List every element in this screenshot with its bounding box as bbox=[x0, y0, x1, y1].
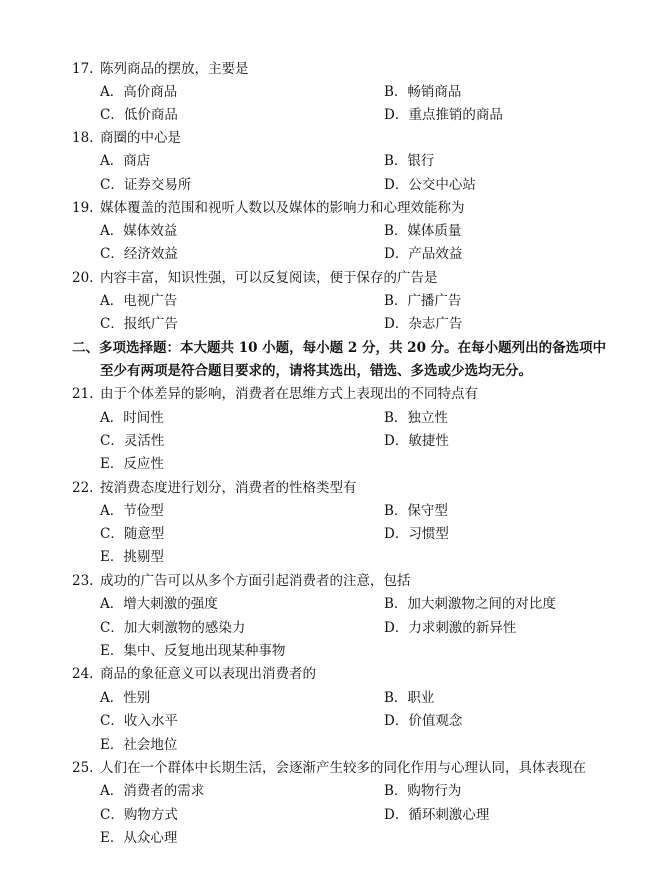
question-text: 商圈的中心是 bbox=[100, 130, 181, 146]
option-d: D．力求刺激的新异性 bbox=[384, 620, 517, 636]
question-text: 内容丰富，知识性强，可以反复阅读，便于保存的广告是 bbox=[100, 270, 438, 286]
option-a: A．节俭型 bbox=[100, 503, 164, 519]
question-text: 人们在一个群体中长期生活，会逐渐产生较多的同化作用与心理认同，具体表现在 bbox=[100, 760, 586, 776]
question-number: 25. bbox=[72, 760, 94, 776]
option-d: D．杂志广告 bbox=[384, 316, 463, 332]
option-c: C．灵活性 bbox=[100, 433, 165, 449]
option-e: E．集中、反复地出现某种事物 bbox=[100, 643, 286, 659]
option-b: B．媒体质量 bbox=[384, 223, 462, 239]
option-c: C．收入水平 bbox=[100, 713, 178, 729]
option-e: E．挑剔型 bbox=[100, 549, 164, 565]
option-a: A．消费者的需求 bbox=[100, 783, 205, 799]
question-text: 媒体覆盖的范围和视听人数以及媒体的影响力和心理效能称为 bbox=[100, 200, 465, 216]
option-a: A．性别 bbox=[100, 690, 151, 706]
option-b: B．广播广告 bbox=[384, 293, 462, 309]
question-number: 18. bbox=[72, 130, 94, 146]
option-d: D．循环刺激心理 bbox=[384, 807, 490, 823]
option-e: E．社会地位 bbox=[100, 737, 178, 753]
question-number: 20. bbox=[72, 270, 94, 286]
option-a: A．增大刺激的强度 bbox=[100, 596, 218, 612]
option-b: B．保守型 bbox=[384, 503, 448, 519]
question-text: 由于个体差异的影响，消费者在思维方式上表现出的不同特点有 bbox=[100, 386, 478, 402]
option-d: D．敏捷性 bbox=[384, 433, 449, 449]
option-c: C．加大刺激物的感染力 bbox=[100, 620, 246, 636]
option-d: D．价值观念 bbox=[384, 713, 463, 729]
option-b: B．银行 bbox=[384, 153, 435, 169]
option-c: C．购物方式 bbox=[100, 807, 178, 823]
question-number: 19. bbox=[72, 200, 94, 216]
option-e: E．反应性 bbox=[100, 456, 164, 472]
option-d: D．产品效益 bbox=[384, 246, 463, 262]
question-text: 按消费态度进行划分，消费者的性格类型有 bbox=[100, 480, 357, 496]
section-heading-line1: 二、多项选择题：本大题共 10 小题，每小题 2 分，共 20 分。在每小题列出的备选项中 bbox=[72, 340, 607, 356]
option-c: C．低价商品 bbox=[100, 107, 178, 123]
section-heading-line2: 至少有两项是符合题目要求的，请将其选出，错选、多选或少选均无分。 bbox=[100, 363, 532, 379]
option-c: C．经济效益 bbox=[100, 246, 178, 262]
option-d: D．习惯型 bbox=[384, 526, 449, 542]
option-d: D．公交中心站 bbox=[384, 177, 476, 193]
option-a: A．电视广告 bbox=[100, 293, 178, 309]
option-e: E．从众心理 bbox=[100, 830, 178, 846]
question-number: 23. bbox=[72, 573, 94, 589]
question-number: 24. bbox=[72, 666, 94, 682]
question-number: 22. bbox=[72, 480, 94, 496]
question-text: 成功的广告可以从多个方面引起消费者的注意，包括 bbox=[100, 573, 411, 589]
question-number: 17. bbox=[72, 61, 94, 77]
question-text: 商品的象征意义可以表现出消费者的 bbox=[100, 666, 316, 682]
option-c: C．随意型 bbox=[100, 526, 165, 542]
option-b: B．加大刺激物之间的对比度 bbox=[384, 596, 556, 612]
option-d: D．重点推销的商品 bbox=[384, 107, 503, 123]
option-a: A．高价商品 bbox=[100, 84, 178, 100]
option-a: A．媒体效益 bbox=[100, 223, 178, 239]
question-number: 21. bbox=[72, 386, 94, 402]
option-b: B．畅销商品 bbox=[384, 84, 462, 100]
option-b: B．独立性 bbox=[384, 410, 448, 426]
option-a: A．时间性 bbox=[100, 410, 164, 426]
option-b: B．购物行为 bbox=[384, 783, 462, 799]
option-a: A．商店 bbox=[100, 153, 151, 169]
option-c: C．证券交易所 bbox=[100, 177, 192, 193]
option-c: C．报纸广告 bbox=[100, 316, 178, 332]
question-text: 陈列商品的摆放，主要是 bbox=[100, 61, 249, 77]
option-b: B．职业 bbox=[384, 690, 435, 706]
